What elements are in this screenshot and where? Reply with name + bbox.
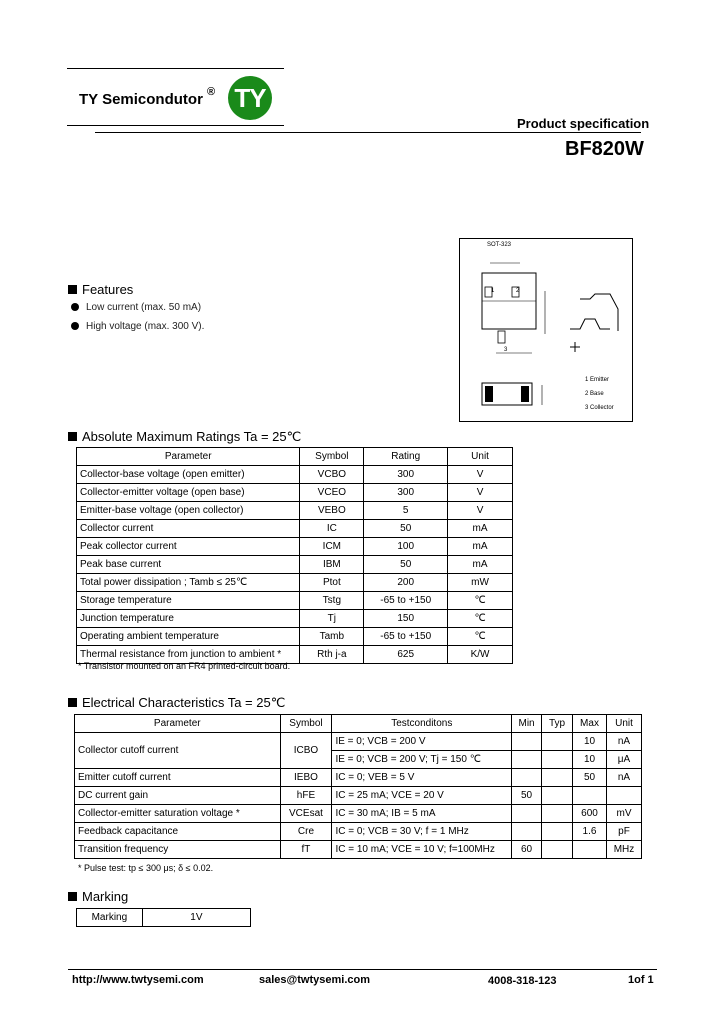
table-cell: 600	[573, 805, 607, 823]
table-cell: μA	[606, 751, 641, 769]
ratings-table	[76, 447, 513, 664]
table-cell: VCEO	[300, 484, 364, 502]
table-cell: nA	[606, 733, 641, 751]
table-cell: IE = 0; VCB = 200 V; Tj = 150 ℃	[332, 751, 512, 769]
table-cell: Emitter cutoff current	[75, 769, 281, 787]
company-name: TY Semicondutor	[79, 91, 203, 108]
table-row	[75, 805, 642, 823]
table-row	[77, 628, 513, 646]
table-cell	[573, 787, 607, 805]
footer-rule	[68, 969, 657, 970]
table-row	[77, 610, 513, 628]
table-cell	[512, 751, 542, 769]
table-cell: DC current gain	[75, 787, 281, 805]
pin-3-label: 3 Collector	[585, 405, 614, 411]
pad-label-1: 1	[491, 288, 495, 294]
table-cell: Peak base current	[77, 556, 300, 574]
col-header: Symbol	[280, 715, 332, 733]
bullet-square-icon	[68, 698, 77, 707]
footer-page-number: 1of 1	[628, 974, 654, 986]
table-cell	[512, 769, 542, 787]
table-row	[75, 841, 642, 859]
table-cell: V	[448, 466, 513, 484]
marking-table	[76, 908, 251, 927]
marking-value: 1V	[142, 909, 250, 927]
table-cell	[542, 751, 573, 769]
table-cell: K/W	[448, 646, 513, 664]
table-cell: mA	[448, 520, 513, 538]
table-cell: IC = 25 mA; VCE = 20 V	[332, 787, 512, 805]
table-cell: mA	[448, 538, 513, 556]
package-diagram	[460, 239, 632, 421]
table-cell: Rth j-a	[300, 646, 364, 664]
table-cell: 50	[364, 520, 448, 538]
table-cell: -65 to +150	[364, 628, 448, 646]
table-cell: 300	[364, 466, 448, 484]
table-cell: Collector-emitter voltage (open base)	[77, 484, 300, 502]
table-cell: Collector-emitter saturation voltage *	[75, 805, 281, 823]
table-cell	[542, 823, 573, 841]
table-cell: IC = 30 mA; IB = 5 mA	[332, 805, 512, 823]
table-cell: Collector-base voltage (open emitter)	[77, 466, 300, 484]
table-cell: Tj	[300, 610, 364, 628]
electrical-heading: Electrical Characteristics Ta = 25℃	[68, 695, 285, 711]
electrical-table	[74, 714, 642, 859]
table-cell: IC = 0; VCB = 30 V; f = 1 MHz	[332, 823, 512, 841]
feature-item: Low current (max. 50 mA)	[71, 302, 201, 313]
marking-label: Marking	[77, 909, 143, 927]
table-row	[77, 502, 513, 520]
table-cell: mV	[606, 805, 641, 823]
table-cell: 60	[512, 841, 542, 859]
table-row	[77, 520, 513, 538]
table-cell: nA	[606, 769, 641, 787]
table-cell: Peak collector current	[77, 538, 300, 556]
table-cell: 1.6	[573, 823, 607, 841]
pad-label-3: 3	[504, 347, 508, 353]
bullet-dot-icon	[71, 303, 79, 311]
table-cell: Collector cutoff current	[75, 733, 281, 769]
bullet-dot-icon	[71, 322, 79, 330]
table-cell: 50	[512, 787, 542, 805]
footer-phone: 4008-318-123	[488, 975, 557, 987]
registered-mark: ®	[207, 86, 216, 98]
product-spec-label: Product specification	[517, 116, 650, 131]
table-cell: IC = 10 mA; VCE = 10 V; f=100MHz	[332, 841, 512, 859]
table-cell: Storage temperature	[77, 592, 300, 610]
table-cell	[542, 805, 573, 823]
table-cell: Junction temperature	[77, 610, 300, 628]
col-header: Parameter	[75, 715, 281, 733]
table-cell	[573, 841, 607, 859]
table-cell: 10	[573, 751, 607, 769]
table-cell	[512, 805, 542, 823]
table-cell: 5	[364, 502, 448, 520]
table-cell: ICM	[300, 538, 364, 556]
table-row	[75, 769, 642, 787]
package-outline-drawing	[459, 238, 633, 422]
table-row	[75, 823, 642, 841]
table-cell: 50	[573, 769, 607, 787]
header-top-rule	[67, 68, 284, 69]
electrical-note: * Pulse test: tp ≤ 300 μs; δ ≤ 0.02.	[78, 863, 214, 873]
table-cell: pF	[606, 823, 641, 841]
table-cell: VCBO	[300, 466, 364, 484]
table-cell: IC = 0; VEB = 5 V	[332, 769, 512, 787]
table-cell: Ptot	[300, 574, 364, 592]
marking-row	[77, 909, 251, 927]
table-cell	[512, 823, 542, 841]
col-header: Testconditons	[332, 715, 512, 733]
ratings-header-row	[77, 448, 513, 466]
table-cell: Operating ambient temperature	[77, 628, 300, 646]
ty-logo: TY	[228, 76, 272, 120]
table-cell: -65 to +150	[364, 592, 448, 610]
bullet-square-icon	[68, 892, 77, 901]
table-row	[75, 787, 642, 805]
table-cell: Feedback capacitance	[75, 823, 281, 841]
table-cell: IC	[300, 520, 364, 538]
col-header: Symbol	[300, 448, 364, 466]
table-cell: 100	[364, 538, 448, 556]
table-cell: Emitter-base voltage (open collector)	[77, 502, 300, 520]
table-cell: 10	[573, 733, 607, 751]
table-cell: 300	[364, 484, 448, 502]
table-cell: Collector current	[77, 520, 300, 538]
table-cell: Total power dissipation ; Tamb ≤ 25℃	[77, 574, 300, 592]
header-bottom-rule	[67, 125, 284, 126]
package-name: SOT-323	[487, 242, 512, 248]
table-cell: ℃	[448, 610, 513, 628]
table-row	[77, 484, 513, 502]
table-cell: IE = 0; VCB = 200 V	[332, 733, 512, 751]
bullet-square-icon	[68, 285, 77, 294]
table-cell: hFE	[280, 787, 332, 805]
table-cell: ℃	[448, 628, 513, 646]
table-cell: VCEsat	[280, 805, 332, 823]
table-cell: 625	[364, 646, 448, 664]
table-cell	[606, 787, 641, 805]
table-row	[77, 574, 513, 592]
col-header: Unit	[606, 715, 641, 733]
table-cell: Thermal resistance from junction to ambient *	[77, 646, 300, 664]
table-cell: 200	[364, 574, 448, 592]
footer-email-link[interactable]: sales@twtysemi.com	[259, 974, 370, 986]
footer-website-link[interactable]: http://www.twtysemi.com	[72, 974, 204, 986]
table-cell: fT	[280, 841, 332, 859]
table-cell: 150	[364, 610, 448, 628]
spec-rule	[95, 132, 641, 133]
table-cell: Transition frequency	[75, 841, 281, 859]
table-cell: Cre	[280, 823, 332, 841]
marking-heading: Marking	[68, 889, 128, 904]
table-cell	[512, 733, 542, 751]
pin-1-label: 1 Emitter	[585, 377, 610, 383]
col-header: Unit	[448, 448, 513, 466]
bullet-square-icon	[68, 432, 77, 441]
table-cell: IBM	[300, 556, 364, 574]
table-cell: MHz	[606, 841, 641, 859]
electrical-header-row	[75, 715, 642, 733]
table-cell: Tstg	[300, 592, 364, 610]
features-heading: Features	[68, 282, 133, 297]
ratings-heading: Absolute Maximum Ratings Ta = 25℃	[68, 429, 301, 445]
table-row	[77, 592, 513, 610]
pad-label-2: 2	[516, 288, 520, 294]
table-row	[75, 733, 642, 751]
table-row	[77, 556, 513, 574]
table-cell: Tamb	[300, 628, 364, 646]
table-cell: VEBO	[300, 502, 364, 520]
table-cell: ICBO	[280, 733, 332, 769]
col-header: Typ	[542, 715, 573, 733]
part-number: BF820W	[565, 138, 644, 160]
table-cell: V	[448, 484, 513, 502]
table-cell: IEBO	[280, 769, 332, 787]
col-header: Max	[573, 715, 607, 733]
col-header: Min	[512, 715, 542, 733]
table-row	[77, 538, 513, 556]
ratings-note: * Transistor mounted on an FR4 printed-circuit board.	[78, 661, 291, 671]
table-cell	[542, 733, 573, 751]
table-cell	[542, 841, 573, 859]
col-header: Parameter	[77, 448, 300, 466]
pin-2-label: 2 Base	[585, 391, 604, 397]
table-cell	[542, 769, 573, 787]
table-cell: 50	[364, 556, 448, 574]
table-cell: mA	[448, 556, 513, 574]
table-cell: V	[448, 502, 513, 520]
table-cell: mW	[448, 574, 513, 592]
table-cell: ℃	[448, 592, 513, 610]
col-header: Rating	[364, 448, 448, 466]
table-cell	[542, 787, 573, 805]
table-row	[77, 466, 513, 484]
feature-item: High voltage (max. 300 V).	[71, 321, 204, 332]
